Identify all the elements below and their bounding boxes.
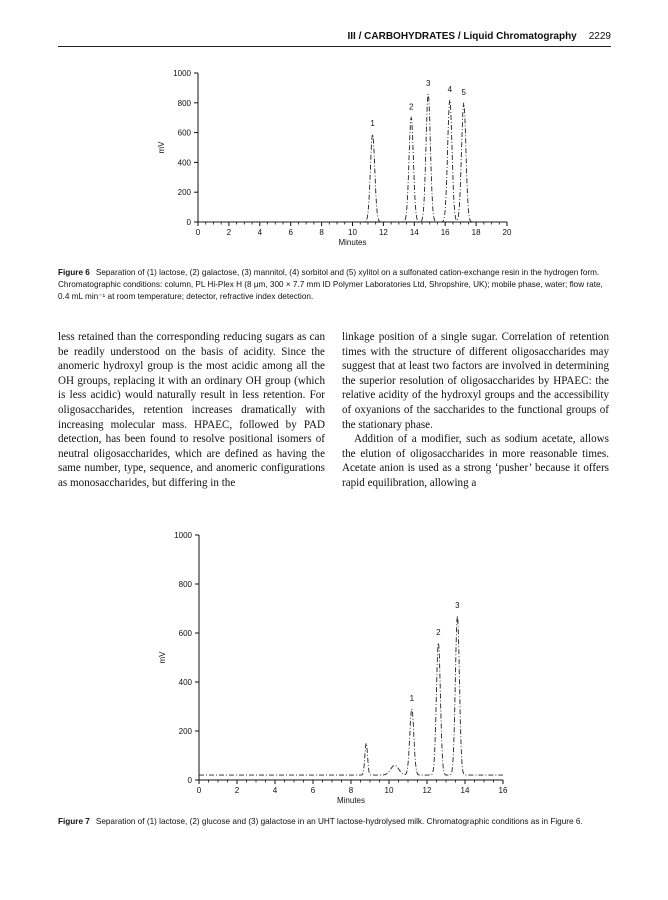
body-right-column: [342, 330, 609, 491]
chart6-peak-label-5: 5: [461, 87, 466, 97]
chart7-peak-label-3: 3: [455, 600, 460, 610]
chart7-y-tick-label: 200: [178, 727, 192, 736]
header-rule: [58, 46, 611, 47]
chart6-y-tick-label: 1000: [173, 69, 191, 78]
chart6-y-axis-label: mV: [157, 141, 166, 154]
figure7-caption-text: Separation of (1) lactose, (2) glucose and (3) galactose in an UHT lactose-hydrolysed milk. Chromatographic conditions as in Figure 6.: [95, 817, 583, 826]
chart6-x-tick-label: 16: [440, 228, 450, 237]
chart7-x-tick-label: 12: [422, 786, 432, 795]
chart7-x-axis-label: Minutes: [336, 796, 366, 805]
chart6-y-tick-label: 0: [186, 218, 191, 227]
figure6-chart: [0, 55, 668, 265]
body-right-paragraph-1: linkage position of a single sugar. Correlation of retention times with the structure of different oligosaccharides may suggest that at least two factors are involved in determining the superior resolution of oligosaccharides by HPAEC: the relative acidity of the hydroxyl groups and the accessibility of oxyanions of the saccharides to the functional groups of the stationary phase.: [342, 331, 609, 431]
chart7-y-tick-label: 400: [178, 678, 192, 687]
chart6-y-tick-label: 400: [177, 158, 191, 168]
chart7-trace-line: [199, 616, 503, 775]
chart7-x-tick-label: 6: [310, 786, 316, 795]
chart6-peak-label-1: 1: [370, 119, 375, 129]
body-left-column: [58, 330, 325, 491]
figure6-label: Figure 6: [58, 268, 90, 277]
chart7-y-tick-label: 600: [178, 629, 192, 638]
chart6-x-tick-label: 20: [502, 228, 512, 237]
running-head: [347, 31, 611, 42]
figure7-chart: [0, 520, 668, 815]
chart7-x-tick-label: 8: [348, 786, 354, 795]
chart6-y-tick-label: 200: [177, 188, 191, 198]
chart6-x-tick-label: 4: [257, 228, 263, 237]
chart6-x-tick-label: 6: [288, 228, 293, 237]
chart7-y-axis-label: mV: [158, 651, 167, 664]
chart6-peak-label-2: 2: [408, 102, 414, 112]
body-left-paragraph: less retained than the corresponding reducing sugars as can be readily understood on the basis of acidity. Since the anomeric hydroxyl group is the most acidic among all the OH groups, replacing it with an ordinary OH group (which is less acidic) would naturally result in less retention. For oligosaccharides, retention increases dramatically with increasing molecular mass. HPAEC, followed by PAD detection, has been found to resolve positional isomers of neutral oligosaccharides, which are defined as having the same number, type, sequence, and anomeric configurations as monosaccharides, but differing in the: [58, 331, 325, 489]
chart6-x-tick-label: 8: [319, 228, 324, 237]
chart6-x-tick-label: 12: [378, 228, 388, 237]
chart7-x-tick-label: 0: [196, 786, 202, 795]
chart6-peak-label-3: 3: [425, 78, 431, 88]
chart6-trace-line: [198, 94, 507, 222]
page-number: 2229: [588, 31, 611, 42]
running-head-section: III / CARBOHYDRATES / Liquid Chromatography: [347, 31, 577, 42]
chart7-x-tick-label: 16: [498, 786, 508, 795]
chart7-peak-label-1: 1: [409, 693, 415, 703]
chart7-x-tick-label: 10: [384, 786, 394, 795]
chart6-x-tick-label: 2: [226, 228, 232, 237]
chart6-y-tick-label: 600: [177, 128, 191, 138]
chart7-x-tick-label: 4: [272, 786, 278, 795]
chart6-x-tick-label: 10: [348, 228, 357, 237]
chart6-x-tick-label: 0: [195, 228, 201, 237]
figure6-caption: [58, 267, 611, 303]
figure6-caption-text: Separation of (1) lactose, (2) galactose, (3) mannitol, (4) sorbitol and (5) xylitol on a sulfonated cation-exchange resin in the hydrogen form. Chromatographic conditions: column, PL Hi-Plex H (8 μm, 300 × 7.7 mm ID Polymer Laboratories Ltd, Shropshire, UK); mobile phase, water; flow rate, 0.4 mL min⁻¹ at room temperature; detector, refractive index detection.: [58, 268, 603, 301]
body-right-paragraph-2: Addition of a modifier, such as sodium acetate, allows the elution of oligosaccharides in more reasonable times. Acetate anion is used as a strong ‘pusher’ because it offers rapid equilibration, allowing a: [342, 433, 609, 489]
chart7-y-tick-label: 0: [187, 776, 192, 785]
chart6-y-tick-label: 800: [177, 98, 191, 108]
chart6-x-tick-label: 18: [471, 228, 481, 237]
chart7-y-tick-label: 800: [178, 580, 192, 589]
chart6-peak-label-4: 4: [447, 84, 453, 94]
figure7-label: Figure 7: [58, 817, 90, 826]
figure7-caption: [58, 816, 611, 828]
chart7-x-tick-label: 2: [234, 786, 240, 795]
chart7-y-tick-label: 1000: [174, 531, 192, 540]
chart6-x-axis-label: Minutes: [338, 238, 367, 247]
chart6-x-tick-label: 14: [409, 228, 419, 237]
chart7-peak-label-2: 2: [436, 627, 441, 637]
chart7-x-tick-label: 14: [460, 786, 470, 795]
